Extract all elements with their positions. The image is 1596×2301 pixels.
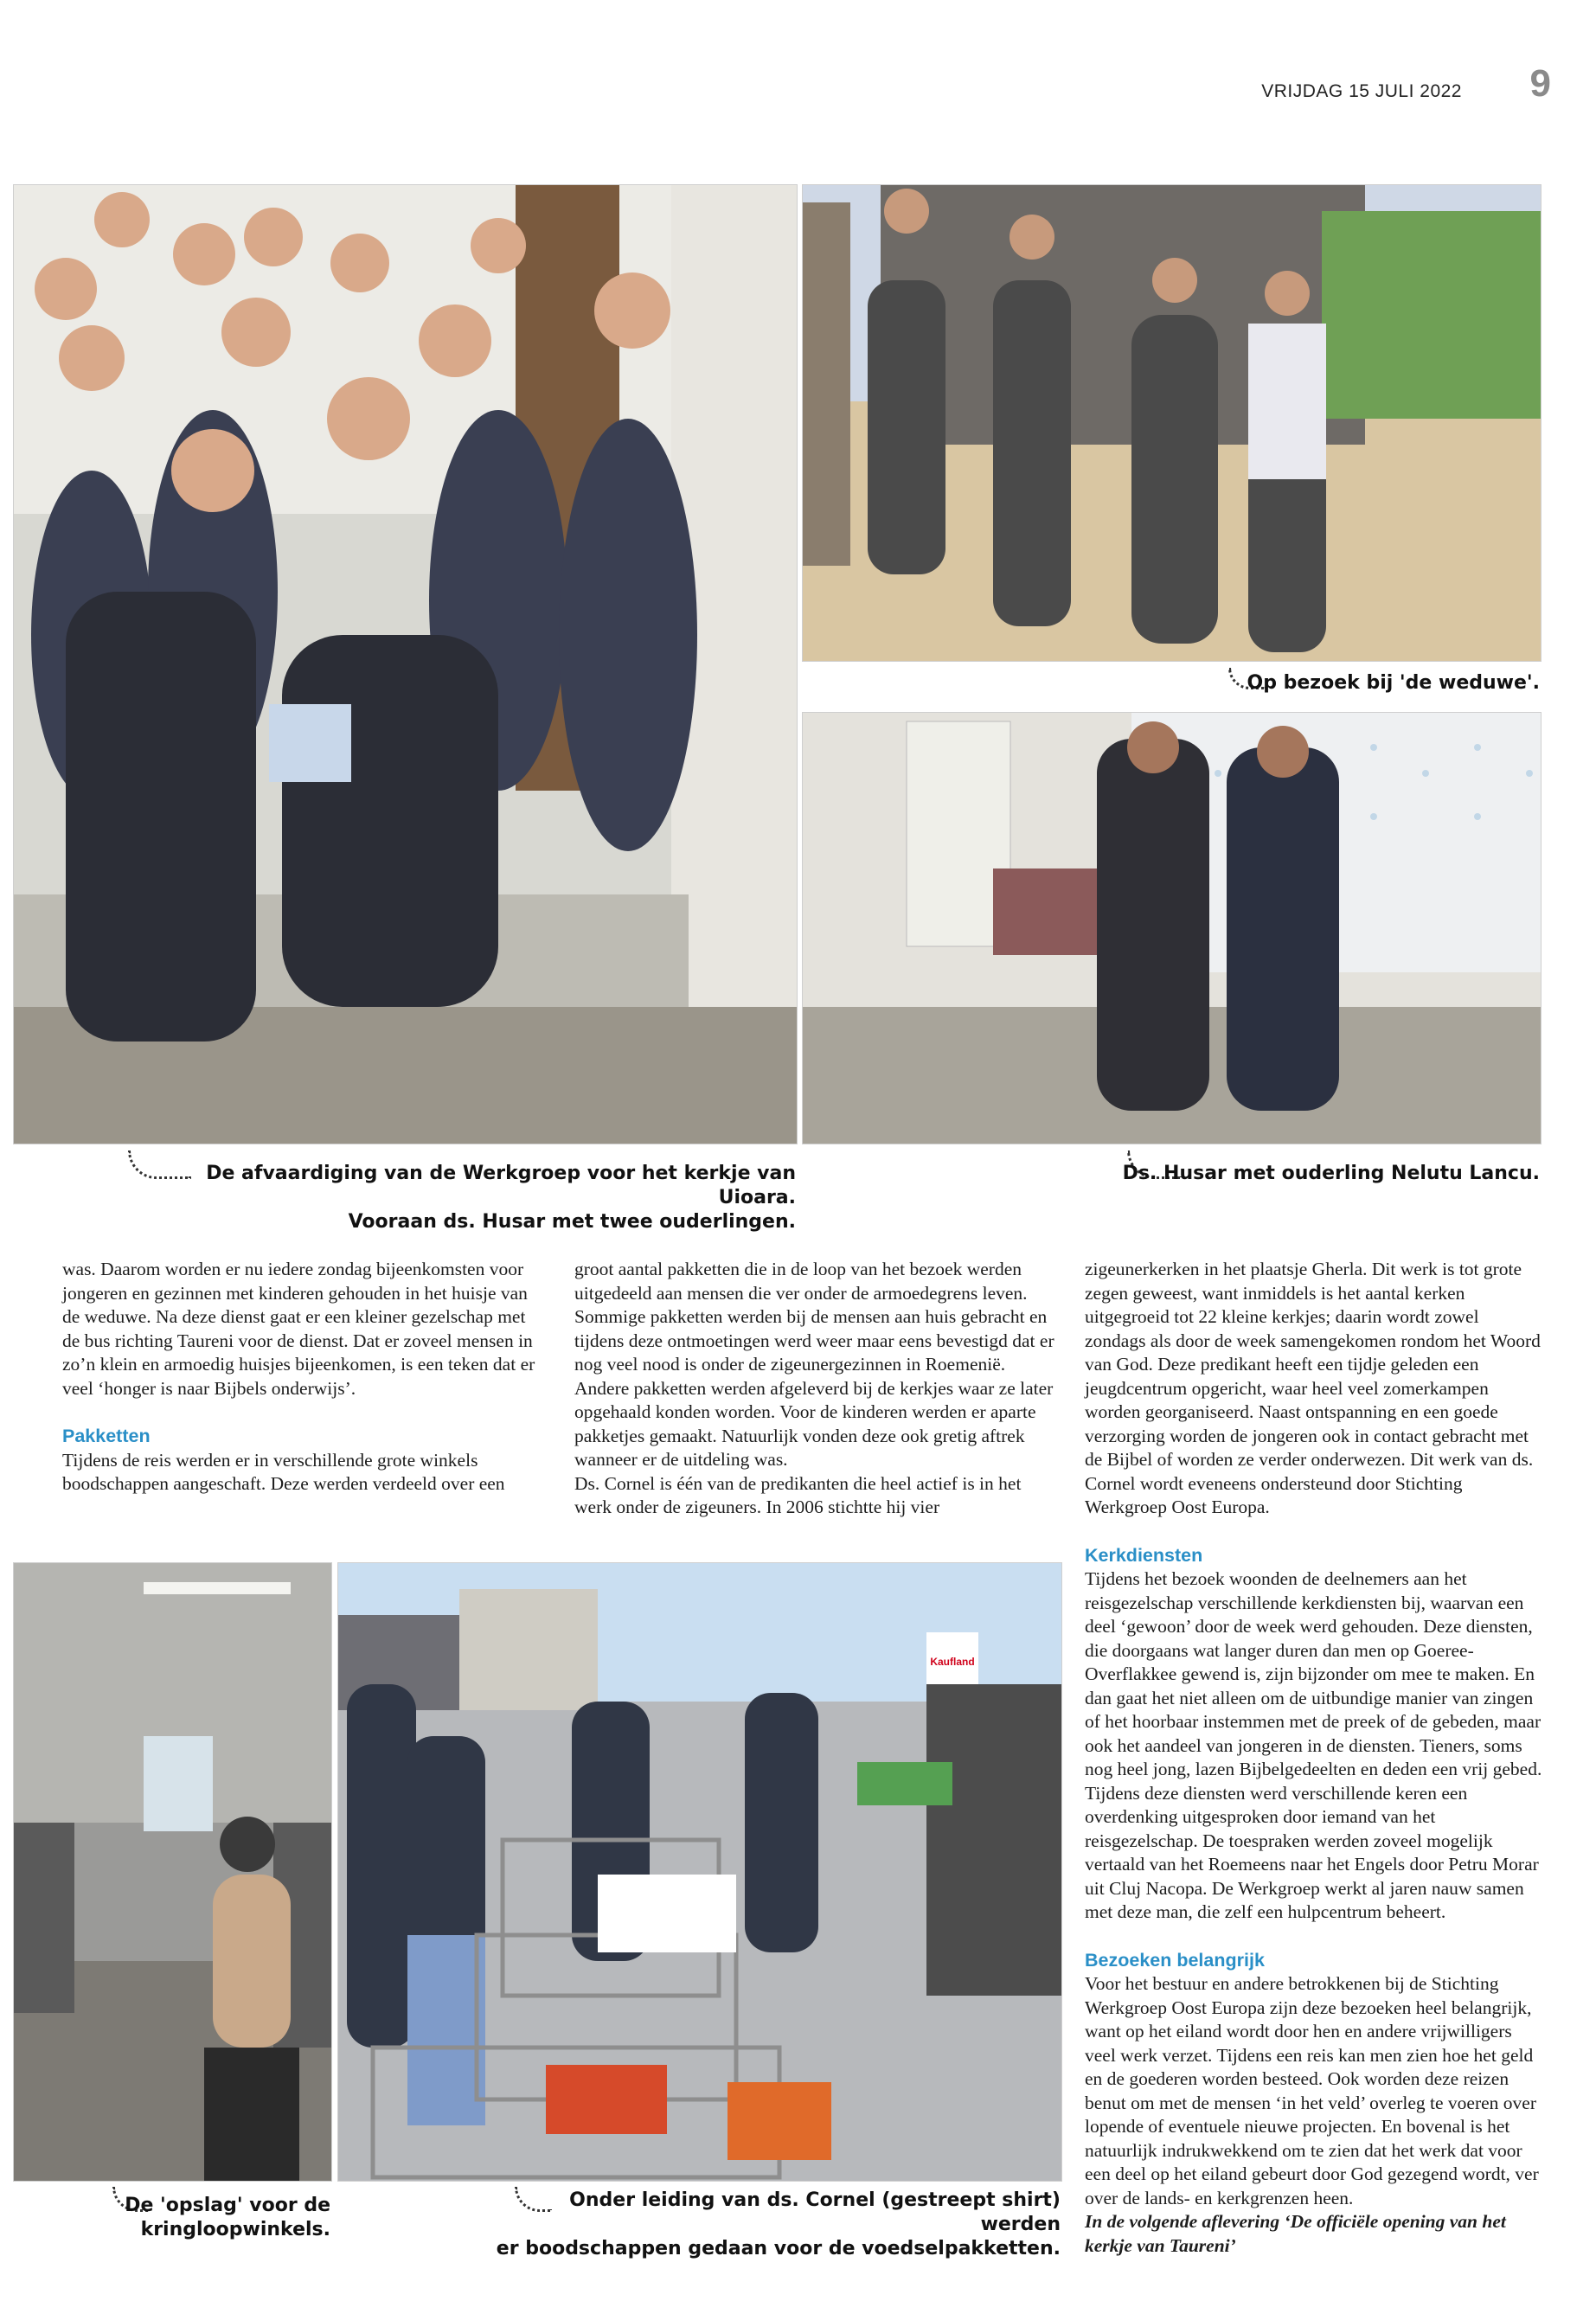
article-column-2 bbox=[574, 1258, 1055, 1520]
widow-visit-caption: Op bezoek bij 'de weduwe'. bbox=[1247, 672, 1540, 694]
article-paragraph: Tijdens de reis werden er in verschillende grote winkels boodschappen aangeschaft. Deze werden verdeeld over een bbox=[62, 1449, 505, 1494]
next-episode-note: In de volgende aflevering ‘De officiële opening van het kerkje van Taureni’ bbox=[1085, 2211, 1506, 2256]
store-sign-text: Kaufland bbox=[930, 1656, 975, 1668]
storage-caption-line1: De 'opslag' voor de bbox=[125, 2195, 330, 2216]
shopping-caption bbox=[484, 2189, 1061, 2261]
article-paragraph: Ds. Cornel is één van de predikanten die heel actief is in het werk onder de zigeuners. In 2006 stichtte hij vier bbox=[574, 1472, 1022, 1517]
shopping-photo bbox=[337, 1562, 1062, 2182]
article-paragraph: zigeunerkerken in het plaatsje Gherla. Dit werk is tot grote zegen geweest, want inmiddels is het aantal kerken uitgegroeid tot 22 kleine kerkjes; daarin wordt zowel zondags als door de week samengekomen rondom het Woord van God. Deze predikant heeft een tijdje geleden een jeugdcentrum opgericht, waar heel veel zomerkampen worden georganiseerd. Naast ontspanning en een goede verzorging worden de jongeren ook in contact gebracht met de Bijbel of worden ze verder onderwezen. Dit werk van ds. Cornel wordt eveneens ondersteund door Stichting Werkgroep Oost Europa. bbox=[1085, 1259, 1541, 1517]
group-photo-caption-line1: De afvaardiging van de Werkgroep voor het kerkje van Uioara. bbox=[206, 1163, 796, 1208]
group-photo bbox=[13, 184, 798, 1144]
article-column-1 bbox=[62, 1258, 536, 1497]
shopping-caption-line2: er boodschappen gedaan voor de voedselpakketten. bbox=[496, 2238, 1061, 2259]
elder-photo bbox=[802, 712, 1542, 1144]
section-heading-pakketten: Pakketten bbox=[62, 1426, 151, 1446]
group-photo-caption bbox=[156, 1162, 796, 1234]
group-photo-caption-line2: Vooraan ds. Husar met twee ouderlingen. bbox=[348, 1211, 796, 1233]
article-paragraph: Tijdens het bezoek woonden de deelnemers aan het reisgezelschap verschillende kerkdiensten bij, waarvan een deel ‘gewoon’ door de week werd gehouden. Deze diensten, die doorgaans wat langer duren dan men op Goeree-Overflakkee gewend is, zijn bijzonder om mee te maken. En dan gaat het niet alleen om de uitbundige manier van zingen of het hoorbaar instemmen met de preek of de gebeden, maar ook het aandeel van jongeren in de diensten. Tieners, soms nog heel jong, lazen Bijbelgedeelten en deden een vrij gebed. Tijdens deze diensten werd verschillende keren een overdenking uitgesproken door iemand van het reisgezelschap. De toespraken werden zoveel mogelijk vertaald van het Roemeens naar het Engels door Petru Morar uit Cluj Nacopa. De Werkgroep werkt al jaren nauw samen met deze man, die zelf een hulpcentrum beheert. bbox=[1085, 1568, 1542, 1922]
section-heading-kerkdiensten: Kerkdiensten bbox=[1085, 1544, 1203, 1566]
elder-caption: Ds. Husar met ouderling Nelutu Lancu. bbox=[1122, 1163, 1540, 1184]
article-paragraph: groot aantal pakketten die in de loop van het bezoek werden uitgedeeld aan mensen die ver onder de armoedegrens leven. Sommige pakketten werden bij de mensen aan huis gebracht en tijdens deze ontmoetingen werd weer maar eens bevestigd dat er nog veel nood is onder de zigeunergezinnen in Roemenië. Andere pakketten werden afgeleverd bij de kerkjes waar ze later opgehaald konden worden. Voor de kinderen werden er aparte pakketjes gemaakt. Natuurlijk vonden deze ook gretig aftrek wanneer er de uitdeling was. bbox=[574, 1259, 1054, 1470]
article-paragraph: Voor het bestuur en andere betrokkenen bij de Stichting Werkgroep Oost Europa zijn deze bezoeken heel belangrijk, want op het eiland wordt door hen en andere vrijwilligers veel werk verzet. Tijdens een reis kan men zien hoe het geld en de goederen worden besteed. Ook worden deze reizen benut om met de mensen ‘in het veld’ overleg te voeren over lopende of eventuele nieuwe projecten. En bovenal is het natuurlijk indrukwekkend om te zien dat het werk dat voor een deel op het eiland gebeurt door God gezegend wordt, ver over de lands- en kerkgrenzen heen. bbox=[1085, 1973, 1539, 2208]
storage-caption bbox=[87, 2194, 330, 2242]
storage-photo bbox=[13, 1562, 332, 2182]
widow-visit-photo bbox=[802, 184, 1542, 662]
article-paragraph: was. Daarom worden er nu iedere zondag bijeenkomsten voor jongeren en gezinnen met kinderen gehouden in het huisje van de weduwe. Na deze dienst gaat er een kleiner gezelschap met de bus richting Taureni voor de dienst. Dat er zoveel mensen in zo’n klein en armoedig huisjes bijeenkomen, is een teken dat er veel ‘honger is naar Bijbels onderwijs’. bbox=[62, 1259, 535, 1399]
shopping-caption-line1: Onder leiding van ds. Cornel (gestreept shirt) werden bbox=[569, 2189, 1061, 2235]
storage-caption-line2: kringloopwinkels. bbox=[140, 2219, 330, 2240]
article-column-3 bbox=[1085, 1258, 1543, 2258]
section-heading-bezoeken: Bezoeken belangrijk bbox=[1085, 1949, 1265, 1971]
page-number: 9 bbox=[1529, 62, 1551, 105]
issue-date: VRIJDAG 15 JULI 2022 bbox=[1261, 81, 1462, 101]
